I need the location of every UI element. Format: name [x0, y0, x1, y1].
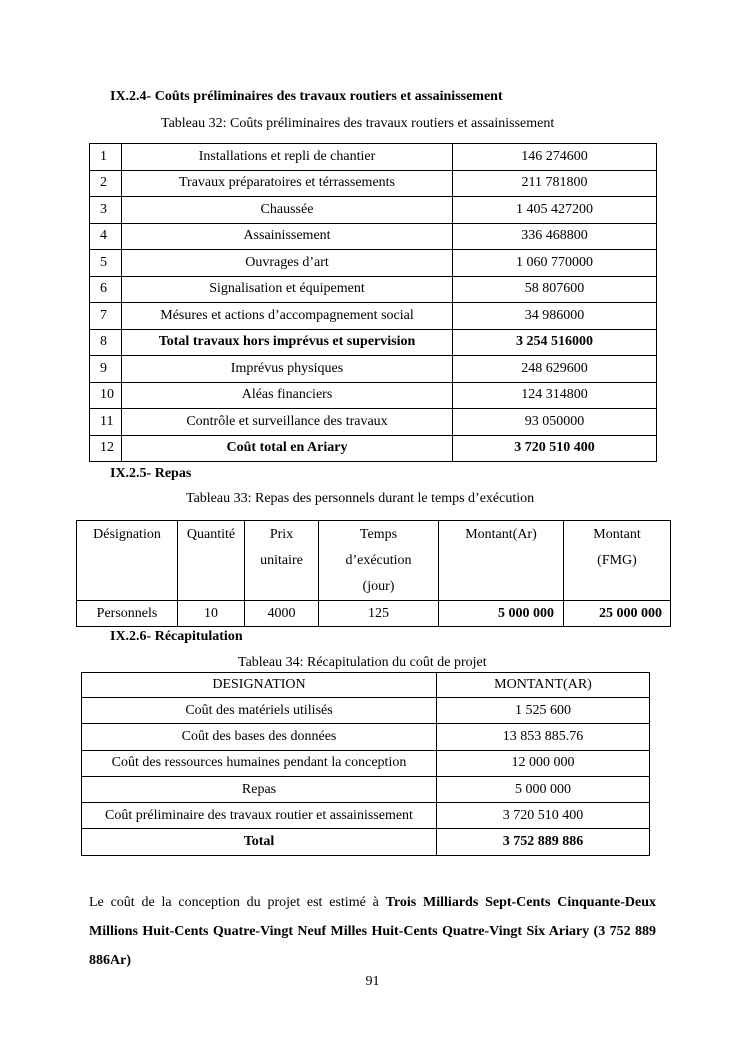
header-prix-unitaire: Prix unitaire — [245, 521, 319, 601]
header-quantite: Quantité — [178, 521, 245, 601]
table-row — [90, 170, 657, 197]
row-value: 12 000 000 — [437, 750, 650, 776]
row-label: Installations et repli de chantier — [122, 144, 453, 171]
table-row — [90, 276, 657, 303]
row-value: 58 807600 — [453, 276, 657, 303]
table-row — [90, 303, 657, 330]
table-row — [82, 750, 650, 776]
header-temps-execution: Temps d’exécution (jour) — [319, 521, 439, 601]
section-heading-recapitulation: IX.2.6- Récapitulation — [110, 629, 243, 644]
section-heading-couts-preliminaires: IX.2.4- Coûts préliminaires des travaux routiers et assainissement — [110, 89, 503, 104]
section-heading-repas: IX.2.5- Repas — [110, 466, 192, 481]
row-value: 3 752 889 886 — [437, 829, 650, 855]
row-label: Coût total en Ariary — [122, 435, 453, 462]
row-label: Signalisation et équipement — [122, 276, 453, 303]
table-row — [90, 250, 657, 277]
row-label: Coût des bases des données — [82, 724, 437, 750]
row-value: 211 781800 — [453, 170, 657, 197]
cell-quantite: 10 — [178, 601, 245, 627]
row-label: Ouvrages d’art — [122, 250, 453, 277]
table-row — [90, 223, 657, 250]
row-value: 3 720 510 400 — [437, 803, 650, 829]
table-row — [82, 829, 650, 855]
cell-montant-ar: 5 000 000 — [439, 601, 564, 627]
row-label: Chaussée — [122, 197, 453, 224]
header-montant-ar: Montant(Ar) — [439, 521, 564, 601]
row-label: Travaux préparatoires et térrassements — [122, 170, 453, 197]
conclusion-paragraph — [89, 888, 656, 975]
row-label: Total travaux hors imprévus et supervision — [122, 329, 453, 356]
table-row — [90, 356, 657, 383]
page-number: 91 — [365, 974, 380, 989]
row-value: 93 050000 — [453, 409, 657, 436]
row-number: 5 — [90, 250, 122, 277]
header-montant: MONTANT(AR) — [437, 673, 650, 698]
row-value: 124 314800 — [453, 382, 657, 409]
table-row — [82, 698, 650, 724]
table-row — [90, 409, 657, 436]
row-number: 3 — [90, 197, 122, 224]
row-number: 1 — [90, 144, 122, 171]
table-row — [90, 197, 657, 224]
table-row — [90, 435, 657, 462]
table-row — [82, 724, 650, 750]
row-value: 1 060 770000 — [453, 250, 657, 277]
table-row — [82, 776, 650, 802]
table32-couts-preliminaires — [89, 143, 657, 462]
table-row — [77, 601, 671, 627]
row-label: Total — [82, 829, 437, 855]
table-header-row — [82, 673, 650, 698]
table-row — [82, 803, 650, 829]
row-label: Coût préliminaire des travaux routier et assainissement — [82, 803, 437, 829]
row-value: 3 254 516000 — [453, 329, 657, 356]
row-number: 7 — [90, 303, 122, 330]
table-row — [90, 329, 657, 356]
row-label: Mésures et actions d’accompagnement social — [122, 303, 453, 330]
header-designation: DESIGNATION — [82, 673, 437, 698]
row-label: Coût des ressources humaines pendant la conception — [82, 750, 437, 776]
table-row — [90, 144, 657, 171]
row-number: 6 — [90, 276, 122, 303]
row-label: Imprévus physiques — [122, 356, 453, 383]
row-value: 13 853 885.76 — [437, 724, 650, 750]
table-row — [90, 382, 657, 409]
row-label: Aléas financiers — [122, 382, 453, 409]
row-number: 4 — [90, 223, 122, 250]
table32-caption: Tableau 32: Coûts préliminaires des travaux routiers et assainissement — [161, 116, 555, 131]
row-label: Assainissement — [122, 223, 453, 250]
row-label: Contrôle et surveillance des travaux — [122, 409, 453, 436]
row-value: 1 525 600 — [437, 698, 650, 724]
row-number: 11 — [90, 409, 122, 436]
header-montant-fmg: Montant (FMG) — [564, 521, 671, 601]
table34-caption: Tableau 34: Récapitulation du coût de projet — [238, 655, 487, 670]
cell-montant-fmg: 25 000 000 — [564, 601, 671, 627]
cell-designation: Personnels — [77, 601, 178, 627]
row-value: 1 405 427200 — [453, 197, 657, 224]
table34-recapitulation — [81, 672, 650, 856]
table33-caption: Tableau 33: Repas des personnels durant le temps d’exécution — [186, 491, 535, 506]
row-label: Repas — [82, 776, 437, 802]
row-number: 9 — [90, 356, 122, 383]
row-value: 248 629600 — [453, 356, 657, 383]
row-value: 336 468800 — [453, 223, 657, 250]
row-number: 2 — [90, 170, 122, 197]
row-number: 10 — [90, 382, 122, 409]
row-value: 5 000 000 — [437, 776, 650, 802]
row-value: 34 986000 — [453, 303, 657, 330]
row-number: 8 — [90, 329, 122, 356]
row-value: 3 720 510 400 — [453, 435, 657, 462]
header-designation: Désignation — [77, 521, 178, 601]
row-number: 12 — [90, 435, 122, 462]
row-label: Coût des matériels utilisés — [82, 698, 437, 724]
table33-repas — [76, 520, 671, 627]
conclusion-intro: Le coût de la conception du projet est estimé à — [89, 895, 386, 910]
cell-temps: 125 — [319, 601, 439, 627]
conclusion-amount: Trois Milliards Sept-Cents Cinquante-Deux Millions Huit-Cents Quatre-Vingt Neuf Milles Huit-Cents Quatre-Vingt Six Ariary (3 752 889 886Ar) — [89, 895, 656, 968]
cell-prix: 4000 — [245, 601, 319, 627]
row-value: 146 274600 — [453, 144, 657, 171]
